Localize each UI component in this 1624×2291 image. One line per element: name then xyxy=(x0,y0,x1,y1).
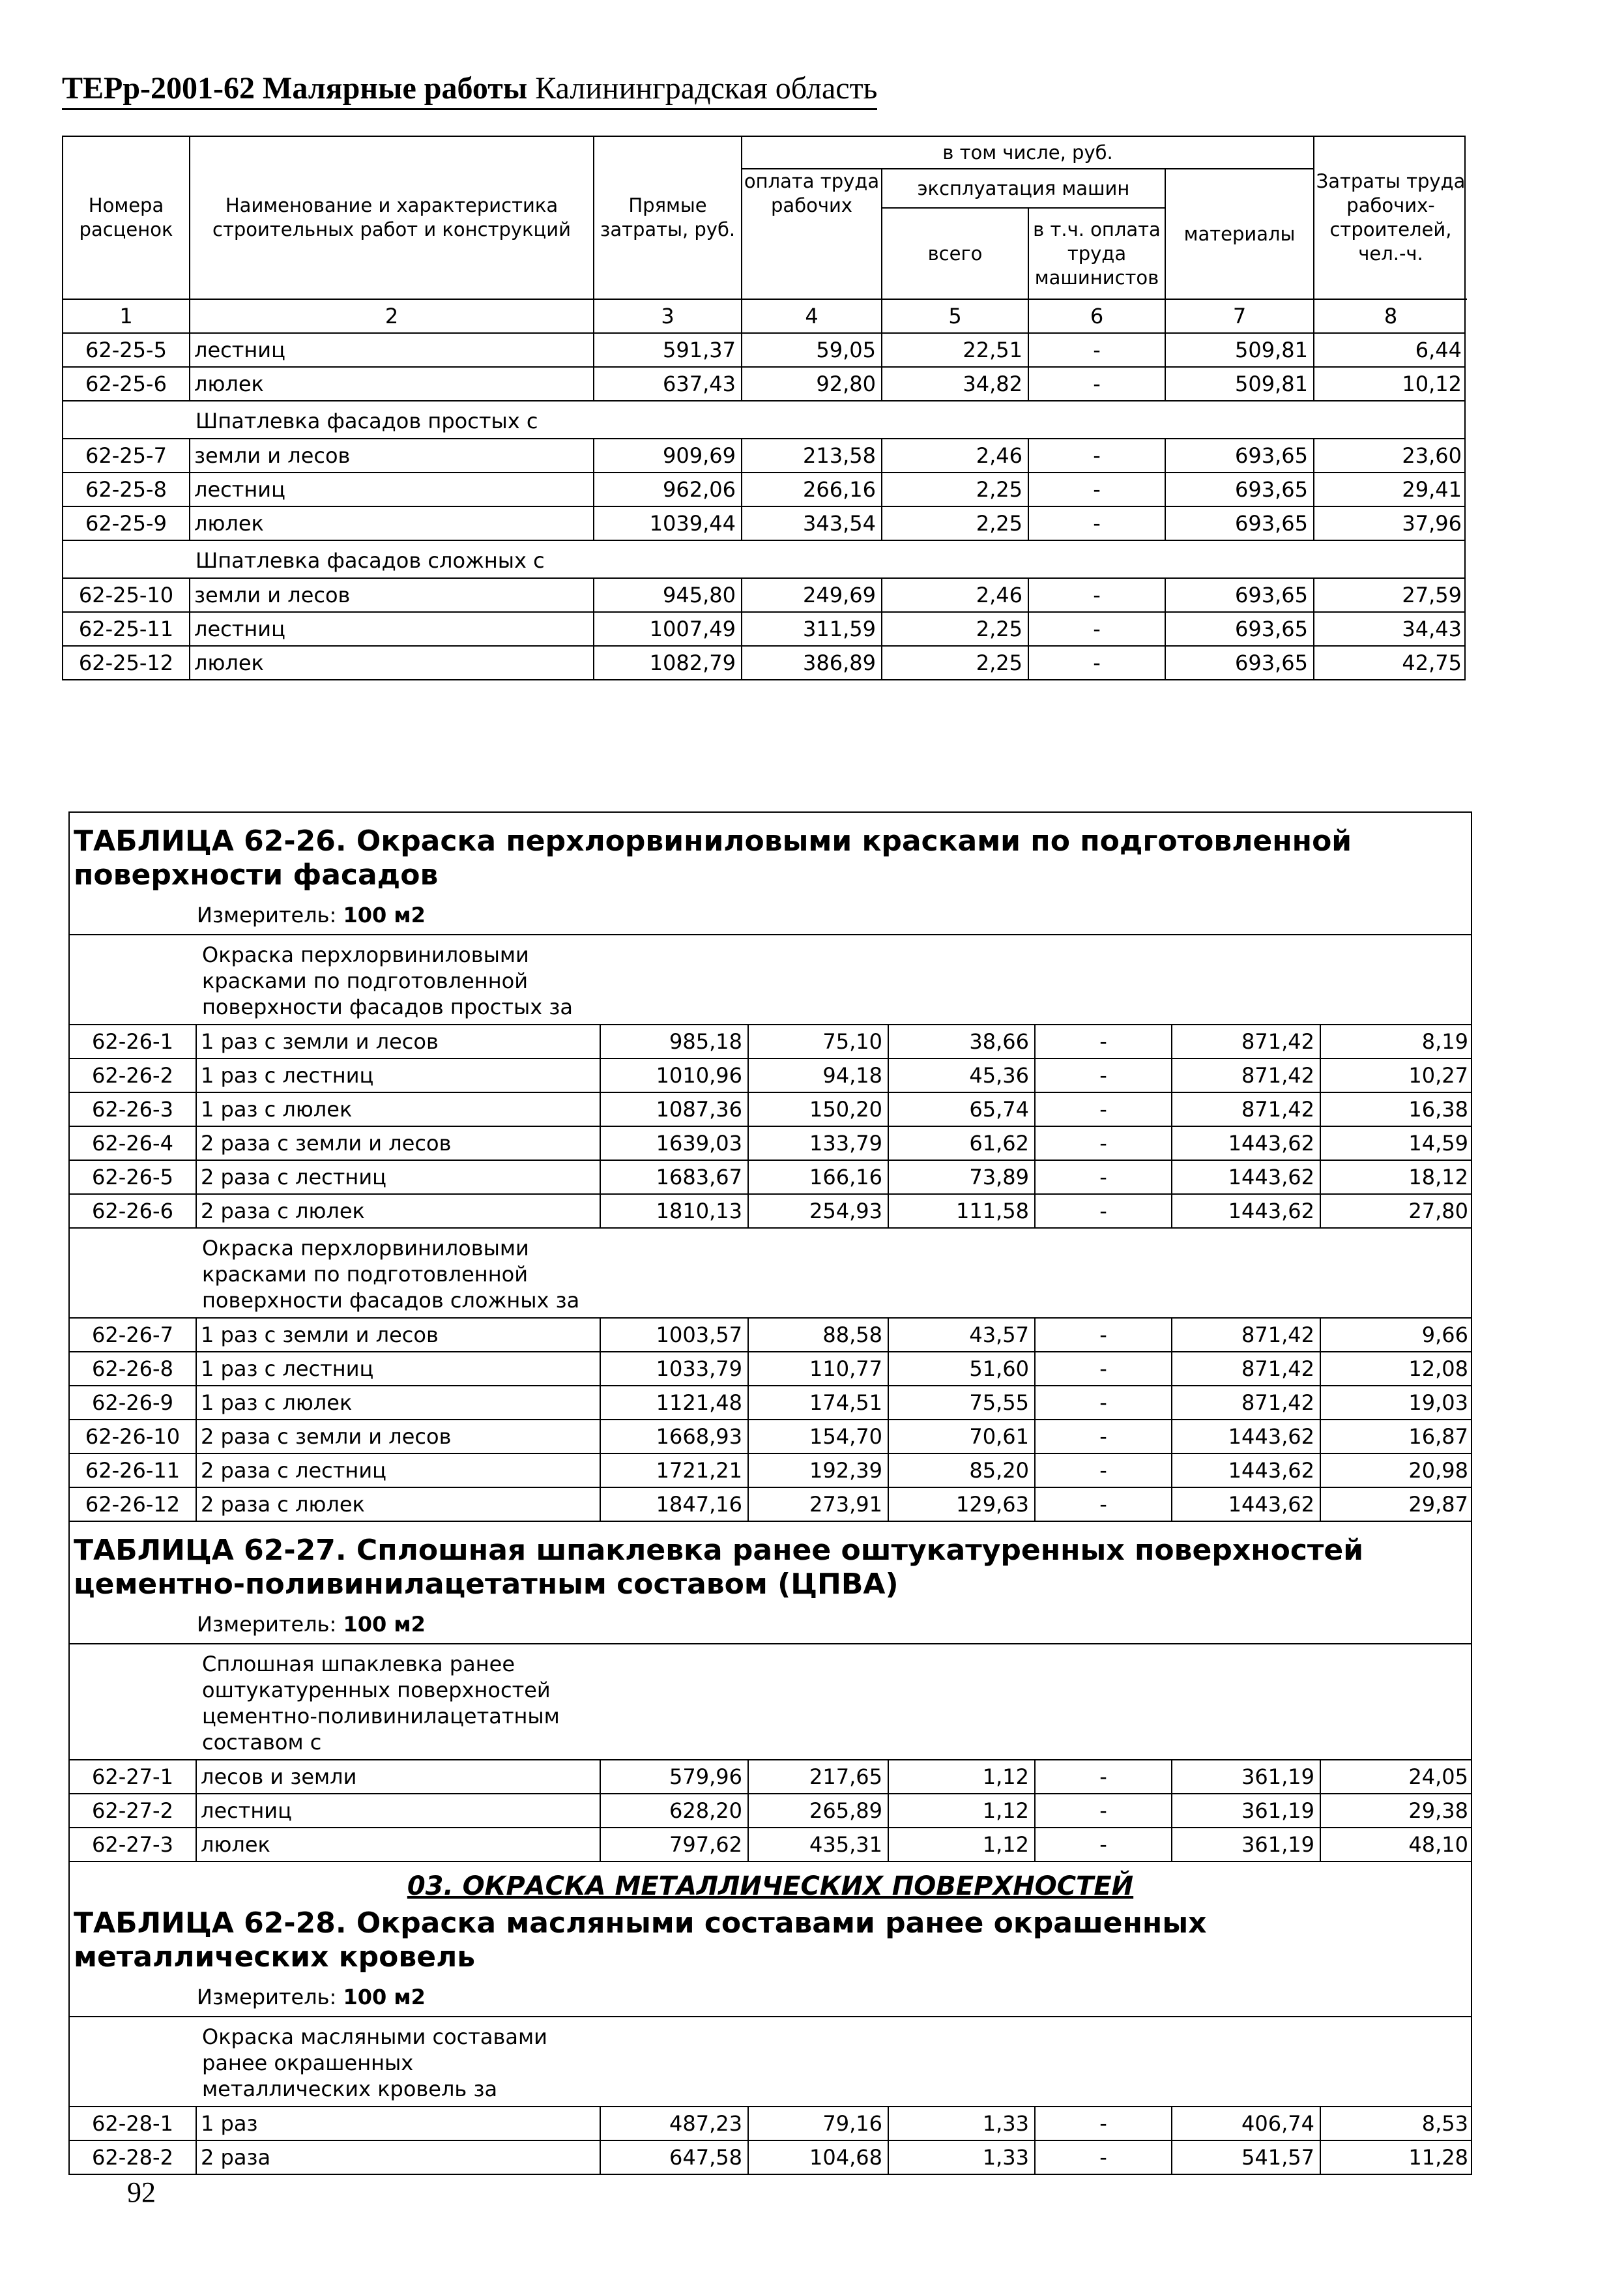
table-header xyxy=(63,137,1464,300)
materials-cell: 871,42 xyxy=(1172,1025,1321,1058)
labor-hours-cell: 29,87 xyxy=(1408,1492,1468,1517)
table-row xyxy=(63,334,1464,368)
labor-pay-cell: 79,16 xyxy=(749,2107,889,2140)
table-62-27-measure: Измеритель: 100 м2 xyxy=(70,1607,1471,1644)
rate-code-cell: 62-25-6 xyxy=(63,368,190,400)
col-labor-cost-header: Затраты труда рабочих-строителей, чел.-ч. xyxy=(1314,137,1467,300)
labor-hours-cell: 27,80 xyxy=(1408,1199,1468,1223)
group-header xyxy=(70,1229,1471,1319)
rate-code-cell: 62-25-12 xyxy=(63,647,190,679)
table-row xyxy=(70,1794,1471,1828)
direct-cost-cell: 1810,13 xyxy=(601,1195,749,1227)
work-name-cell: 2 раза с люлек xyxy=(197,1488,601,1521)
materials-cell: 1443,62 xyxy=(1172,1127,1321,1160)
direct-cost-cell: 1033,79 xyxy=(601,1352,749,1385)
rate-code-cell: 62-25-8 xyxy=(63,473,190,506)
labor-pay-cell: 311,59 xyxy=(742,613,882,645)
labor-pay-cell: 249,69 xyxy=(742,579,882,611)
materials-cell: 1443,62 xyxy=(1172,1161,1321,1193)
machine-labor-cell: - xyxy=(1036,2141,1172,2174)
direct-cost-cell: 1847,16 xyxy=(601,1488,749,1521)
labor-pay-cell: 75,10 xyxy=(749,1025,889,1058)
direct-cost-cell: 1039,44 xyxy=(594,507,742,540)
rate-code-cell: 62-26-6 xyxy=(70,1195,197,1227)
rate-code-cell: 62-27-2 xyxy=(70,1794,197,1827)
labor-pay-cell: 273,91 xyxy=(749,1488,889,1521)
materials-cell: 871,42 xyxy=(1172,1093,1321,1126)
work-name-cell: 2 раза xyxy=(197,2141,601,2174)
machine-labor-cell: - xyxy=(1036,1093,1172,1126)
labor-pay-cell: 92,80 xyxy=(742,368,882,400)
direct-cost-cell: 637,43 xyxy=(594,368,742,400)
materials-cell: 541,57 xyxy=(1172,2141,1321,2174)
rate-code-cell: 62-26-2 xyxy=(70,1059,197,1092)
labor-hours-cell: 8,53 xyxy=(1421,2111,1468,2136)
table-row xyxy=(63,579,1464,613)
machine-labor-cell: - xyxy=(1036,1454,1172,1487)
machine-labor-cell: - xyxy=(1029,439,1166,472)
col-num-6: 6 xyxy=(1029,300,1166,332)
labor-pay-cell: 104,68 xyxy=(749,2141,889,2174)
direct-cost-cell: 945,80 xyxy=(594,579,742,611)
machine-total-cell: 51,60 xyxy=(889,1352,1036,1385)
page-header xyxy=(62,70,877,110)
materials-cell: 871,42 xyxy=(1172,1319,1321,1351)
table-row xyxy=(63,613,1464,647)
labor-pay-cell: 254,93 xyxy=(749,1195,889,1227)
rate-code-cell: 62-25-9 xyxy=(63,507,190,540)
direct-cost-cell: 1010,96 xyxy=(601,1059,749,1092)
labor-hours-cell: 10,12 xyxy=(1402,372,1462,396)
work-name-cell: 1 раз с люлек xyxy=(197,1386,601,1419)
machine-total-cell: 2,25 xyxy=(882,613,1029,645)
machine-total-cell: 2,25 xyxy=(882,473,1029,506)
labor-hours-cell: 10,27 xyxy=(1408,1063,1468,1088)
labor-hours-cell: 20,98 xyxy=(1408,1458,1468,1483)
work-name-cell: 2 раза с лестниц xyxy=(197,1161,601,1193)
work-name-cell: лестниц xyxy=(190,473,594,506)
doc-code: ТЕРр-2001-62 xyxy=(62,71,255,106)
work-name-cell: лестниц xyxy=(197,1794,601,1827)
machine-labor-cell: - xyxy=(1029,473,1166,506)
labor-hours-cell: 24,05 xyxy=(1408,1764,1468,1789)
machine-labor-cell: - xyxy=(1036,1828,1172,1861)
materials-cell: 361,19 xyxy=(1172,1760,1321,1793)
materials-cell: 693,65 xyxy=(1166,473,1314,506)
group-title: Окраска перхлорвиниловыми красками по подготовленной поверхности фасадов простых за xyxy=(202,942,573,1019)
work-name-cell: 1 раз с земли и лесов xyxy=(197,1025,601,1058)
labor-hours-cell: 29,38 xyxy=(1408,1798,1468,1823)
labor-hours-cell: 23,60 xyxy=(1402,443,1462,468)
machine-labor-cell: - xyxy=(1029,613,1166,645)
group-title: Сплошная шпаклевка ранее оштукатуренных поверхностей цементно-поливинилацетатным составом с xyxy=(202,1652,560,1755)
direct-cost-cell: 628,20 xyxy=(601,1794,749,1827)
direct-cost-cell: 1007,49 xyxy=(594,613,742,645)
doc-region: Калининградская область xyxy=(535,71,878,106)
machine-total-cell: 34,82 xyxy=(882,368,1029,400)
col-mach-labor-header: в т.ч. оплата труда машинистов xyxy=(1029,209,1166,300)
machine-labor-cell: - xyxy=(1036,1488,1172,1521)
table-62-27-title: ТАБЛИЦА 62-27. Сплошная шпаклевка ранее оштукатуренных поверхностей цементно-поливинилацетатным составом (ЦПВА) xyxy=(74,1534,1364,1601)
direct-cost-cell: 1668,93 xyxy=(601,1420,749,1453)
machine-labor-cell: - xyxy=(1036,1420,1172,1453)
direct-cost-cell: 909,69 xyxy=(594,439,742,472)
direct-cost-cell: 1721,21 xyxy=(601,1454,749,1487)
labor-hours-cell: 8,19 xyxy=(1421,1029,1468,1054)
direct-cost-cell: 1082,79 xyxy=(594,647,742,679)
machine-total-cell: 2,25 xyxy=(882,507,1029,540)
materials-cell: 1443,62 xyxy=(1172,1420,1321,1453)
col-machines-header: эксплуатация машин xyxy=(882,169,1166,209)
machine-total-cell: 22,51 xyxy=(882,334,1029,366)
materials-cell: 1443,62 xyxy=(1172,1454,1321,1487)
col-direct-header: Прямые затраты, руб. xyxy=(594,137,742,300)
labor-pay-cell: 265,89 xyxy=(749,1794,889,1827)
machine-labor-cell: - xyxy=(1029,647,1166,679)
work-name-cell: люлек xyxy=(190,647,594,679)
direct-cost-cell: 1683,67 xyxy=(601,1161,749,1193)
col-materials-header: материалы xyxy=(1166,169,1314,300)
labor-hours-cell: 34,43 xyxy=(1402,617,1462,641)
labor-pay-cell: 343,54 xyxy=(742,507,882,540)
materials-cell: 693,65 xyxy=(1166,439,1314,472)
group-header xyxy=(70,2017,1471,2107)
machine-total-cell: 75,55 xyxy=(889,1386,1036,1419)
direct-cost-cell: 962,06 xyxy=(594,473,742,506)
col-num-8: 8 xyxy=(1384,304,1398,328)
labor-pay-cell: 154,70 xyxy=(749,1420,889,1453)
col-name-header: Наименование и характеристика строительных работ и конструкций xyxy=(190,137,594,300)
col-num-7: 7 xyxy=(1166,300,1314,332)
rate-code-cell: 62-28-2 xyxy=(70,2141,197,2174)
table-row xyxy=(70,1025,1471,1059)
direct-cost-cell: 1003,57 xyxy=(601,1319,749,1351)
labor-pay-cell: 166,16 xyxy=(749,1161,889,1193)
materials-cell: 361,19 xyxy=(1172,1828,1321,1861)
labor-hours-cell: 11,28 xyxy=(1408,2145,1468,2170)
rate-code-cell: 62-26-10 xyxy=(70,1420,197,1453)
labor-hours-cell: 48,10 xyxy=(1408,1832,1468,1857)
direct-cost-cell: 1121,48 xyxy=(601,1386,749,1419)
rate-code-cell: 62-27-3 xyxy=(70,1828,197,1861)
machine-labor-cell: - xyxy=(1036,1059,1172,1092)
labor-pay-cell: 150,20 xyxy=(749,1093,889,1126)
work-name-cell: лесов и земли xyxy=(197,1760,601,1793)
labor-pay-cell: 59,05 xyxy=(742,334,882,366)
col-num-5: 5 xyxy=(882,300,1029,332)
work-name-cell: 1 раз xyxy=(197,2107,601,2140)
materials-cell: 509,81 xyxy=(1166,368,1314,400)
table-row xyxy=(70,1059,1471,1093)
rate-code-cell: 62-28-1 xyxy=(70,2107,197,2140)
table-row xyxy=(70,1127,1471,1161)
materials-cell: 693,65 xyxy=(1166,507,1314,540)
col-mach-total-header: всего xyxy=(882,209,1029,300)
labor-pay-cell: 174,51 xyxy=(749,1386,889,1419)
work-name-cell: лестниц xyxy=(190,613,594,645)
machine-labor-cell: - xyxy=(1029,334,1166,366)
table-row xyxy=(70,1828,1471,1862)
machine-total-cell: 2,25 xyxy=(882,647,1029,679)
rate-code-cell: 62-25-11 xyxy=(63,613,190,645)
machine-total-cell: 1,12 xyxy=(889,1828,1036,1861)
materials-cell: 871,42 xyxy=(1172,1059,1321,1092)
machine-labor-cell: - xyxy=(1036,1319,1172,1351)
machine-labor-cell: - xyxy=(1036,1760,1172,1793)
machine-total-cell: 70,61 xyxy=(889,1420,1036,1453)
materials-cell: 1443,62 xyxy=(1172,1488,1321,1521)
materials-cell: 361,19 xyxy=(1172,1794,1321,1827)
work-name-cell: 2 раза с люлек xyxy=(197,1195,601,1227)
table-row xyxy=(70,1093,1471,1127)
work-name-cell: 1 раз с лестниц xyxy=(197,1352,601,1385)
section-03-title: 03. ОКРАСКА МЕТАЛЛИЧЕСКИХ ПОВЕРХНОСТЕЙ xyxy=(407,1871,1134,1901)
labor-hours-cell: 42,75 xyxy=(1402,650,1462,675)
labor-hours-cell: 19,03 xyxy=(1408,1390,1468,1415)
table-row xyxy=(63,439,1464,473)
work-name-cell: люлек xyxy=(190,507,594,540)
machine-labor-cell: - xyxy=(1029,579,1166,611)
table-row xyxy=(70,1386,1471,1420)
direct-cost-cell: 487,23 xyxy=(601,2107,749,2140)
work-name-cell: земли и лесов xyxy=(190,579,594,611)
direct-cost-cell: 579,96 xyxy=(601,1760,749,1793)
machine-total-cell: 45,36 xyxy=(889,1059,1036,1092)
materials-cell: 693,65 xyxy=(1166,613,1314,645)
group-header xyxy=(63,401,1464,439)
doc-title: Малярные работы xyxy=(263,71,528,106)
materials-cell: 693,65 xyxy=(1166,647,1314,679)
labor-hours-cell: 16,87 xyxy=(1408,1424,1468,1449)
machine-labor-cell: - xyxy=(1036,1386,1172,1419)
group-header xyxy=(70,1644,1471,1760)
work-name-cell: 1 раз с лестниц xyxy=(197,1059,601,1092)
machine-labor-cell: - xyxy=(1036,1195,1172,1227)
machine-total-cell: 38,66 xyxy=(889,1025,1036,1058)
table-row xyxy=(70,1161,1471,1195)
labor-hours-cell: 14,59 xyxy=(1408,1131,1468,1156)
materials-cell: 871,42 xyxy=(1172,1352,1321,1385)
labor-pay-cell: 192,39 xyxy=(749,1454,889,1487)
labor-hours-cell: 9,66 xyxy=(1421,1322,1468,1347)
table-62-25-continued xyxy=(62,136,1466,680)
rate-code-cell: 62-25-7 xyxy=(63,439,190,472)
col-num-1: 1 xyxy=(63,300,190,332)
group-title: Окраска перхлорвиниловыми красками по подготовленной поверхности фасадов сложных за xyxy=(202,1236,580,1313)
machine-labor-cell: - xyxy=(1036,1794,1172,1827)
table-row xyxy=(70,1488,1471,1522)
machine-total-cell: 111,58 xyxy=(889,1195,1036,1227)
work-name-cell: 2 раза с земли и лесов xyxy=(197,1127,601,1160)
machine-labor-cell: - xyxy=(1029,368,1166,400)
labor-hours-cell: 18,12 xyxy=(1408,1165,1468,1189)
work-name-cell: люлек xyxy=(197,1828,601,1861)
machine-total-cell: 1,33 xyxy=(889,2141,1036,2174)
machine-total-cell: 1,33 xyxy=(889,2107,1036,2140)
direct-cost-cell: 985,18 xyxy=(601,1025,749,1058)
labor-pay-cell: 217,65 xyxy=(749,1760,889,1793)
labor-pay-cell: 266,16 xyxy=(742,473,882,506)
col-incl-header: в том числе, руб. xyxy=(742,137,1314,169)
direct-cost-cell: 1639,03 xyxy=(601,1127,749,1160)
table-row xyxy=(70,1420,1471,1454)
table-62-28-measure: Измеритель: 100 м2 xyxy=(70,1979,1471,2017)
machine-labor-cell: - xyxy=(1036,1127,1172,1160)
machine-total-cell: 61,62 xyxy=(889,1127,1036,1160)
direct-cost-cell: 647,58 xyxy=(601,2141,749,2174)
materials-cell: 509,81 xyxy=(1166,334,1314,366)
direct-cost-cell: 591,37 xyxy=(594,334,742,366)
rate-code-cell: 62-26-12 xyxy=(70,1488,197,1521)
table-row xyxy=(63,507,1464,541)
machine-total-cell: 2,46 xyxy=(882,439,1029,472)
table-row xyxy=(70,1195,1471,1229)
labor-hours-cell: 16,38 xyxy=(1408,1097,1468,1122)
machine-total-cell: 43,57 xyxy=(889,1319,1036,1351)
work-name-cell: 2 раза с лестниц xyxy=(197,1454,601,1487)
tables-62-26-to-62-28 xyxy=(68,811,1472,2175)
labor-pay-cell: 94,18 xyxy=(749,1059,889,1092)
table-62-26-measure: Измеритель: 100 м2 xyxy=(70,897,1471,935)
table-row xyxy=(63,647,1464,679)
materials-cell: 406,74 xyxy=(1172,2107,1321,2140)
direct-cost-cell: 1087,36 xyxy=(601,1093,749,1126)
machine-total-cell: 1,12 xyxy=(889,1760,1036,1793)
machine-total-cell: 2,46 xyxy=(882,579,1029,611)
labor-pay-cell: 435,31 xyxy=(749,1828,889,1861)
rate-code-cell: 62-26-5 xyxy=(70,1161,197,1193)
machine-total-cell: 65,74 xyxy=(889,1093,1036,1126)
table-row xyxy=(70,1352,1471,1386)
labor-pay-cell: 386,89 xyxy=(742,647,882,679)
rate-code-cell: 62-25-10 xyxy=(63,579,190,611)
labor-hours-cell: 27,59 xyxy=(1402,583,1462,607)
machine-labor-cell: - xyxy=(1036,1161,1172,1193)
col-number-row xyxy=(63,300,1464,334)
work-name-cell: 1 раз с люлек xyxy=(197,1093,601,1126)
labor-hours-cell: 37,96 xyxy=(1402,511,1462,536)
col-num-header: Номера расценок xyxy=(63,137,190,300)
table-row xyxy=(70,2141,1471,2174)
col-num-3: 3 xyxy=(594,300,742,332)
col-labor-pay-header: оплата труда рабочих xyxy=(742,169,882,300)
materials-cell: 1443,62 xyxy=(1172,1195,1321,1227)
labor-hours-cell: 12,08 xyxy=(1408,1356,1468,1381)
rate-code-cell: 62-26-3 xyxy=(70,1093,197,1126)
rate-code-cell: 62-26-4 xyxy=(70,1127,197,1160)
machine-total-cell: 1,12 xyxy=(889,1794,1036,1827)
rate-code-cell: 62-26-11 xyxy=(70,1454,197,1487)
work-name-cell: земли и лесов xyxy=(190,439,594,472)
machine-labor-cell: - xyxy=(1029,507,1166,540)
materials-cell: 693,65 xyxy=(1166,579,1314,611)
labor-pay-cell: 133,79 xyxy=(749,1127,889,1160)
rate-code-cell: 62-27-1 xyxy=(70,1760,197,1793)
rate-code-cell: 62-26-1 xyxy=(70,1025,197,1058)
rate-code-cell: 62-26-9 xyxy=(70,1386,197,1419)
group-header xyxy=(63,541,1464,579)
group-title: Окраска масляными составами ранее окрашенных металлических кровель за xyxy=(202,2024,547,2101)
table-row xyxy=(63,473,1464,507)
col-num-4: 4 xyxy=(742,300,882,332)
machine-labor-cell: - xyxy=(1036,2107,1172,2140)
labor-pay-cell: 110,77 xyxy=(749,1352,889,1385)
rate-code-cell: 62-26-8 xyxy=(70,1352,197,1385)
table-62-28-title: ТАБЛИЦА 62-28. Окраска масляными составами ранее окрашенных металлических кровель xyxy=(74,1906,1207,1974)
table-62-26-title: ТАБЛИЦА 62-26. Окраска перхлорвиниловыми красками по подготовленной поверхности фасадов xyxy=(74,824,1352,892)
machine-labor-cell: - xyxy=(1036,1025,1172,1058)
table-row xyxy=(63,368,1464,401)
work-name-cell: 1 раз с земли и лесов xyxy=(197,1319,601,1351)
labor-hours-cell: 29,41 xyxy=(1402,477,1462,502)
machine-total-cell: 129,63 xyxy=(889,1488,1036,1521)
machine-labor-cell: - xyxy=(1036,1352,1172,1385)
group-title: Шпатлевка фасадов сложных с xyxy=(196,548,545,573)
table-row xyxy=(70,1319,1471,1352)
machine-total-cell: 73,89 xyxy=(889,1161,1036,1193)
materials-cell: 871,42 xyxy=(1172,1386,1321,1419)
rate-code-cell: 62-25-5 xyxy=(63,334,190,366)
page-number: 92 xyxy=(127,2176,156,2208)
group-title: Шпатлевка фасадов простых с xyxy=(196,409,538,433)
table-row xyxy=(70,2107,1471,2141)
labor-pay-cell: 213,58 xyxy=(742,439,882,472)
table-row xyxy=(70,1454,1471,1488)
col-num-2: 2 xyxy=(190,300,594,332)
group-header xyxy=(70,935,1471,1025)
work-name-cell: 2 раза с земли и лесов xyxy=(197,1420,601,1453)
labor-pay-cell: 88,58 xyxy=(749,1319,889,1351)
work-name-cell: люлек xyxy=(190,368,594,400)
table-row xyxy=(70,1760,1471,1794)
machine-total-cell: 85,20 xyxy=(889,1454,1036,1487)
labor-hours-cell: 6,44 xyxy=(1415,338,1462,362)
rate-code-cell: 62-26-7 xyxy=(70,1319,197,1351)
direct-cost-cell: 797,62 xyxy=(601,1828,749,1861)
work-name-cell: лестниц xyxy=(190,334,594,366)
